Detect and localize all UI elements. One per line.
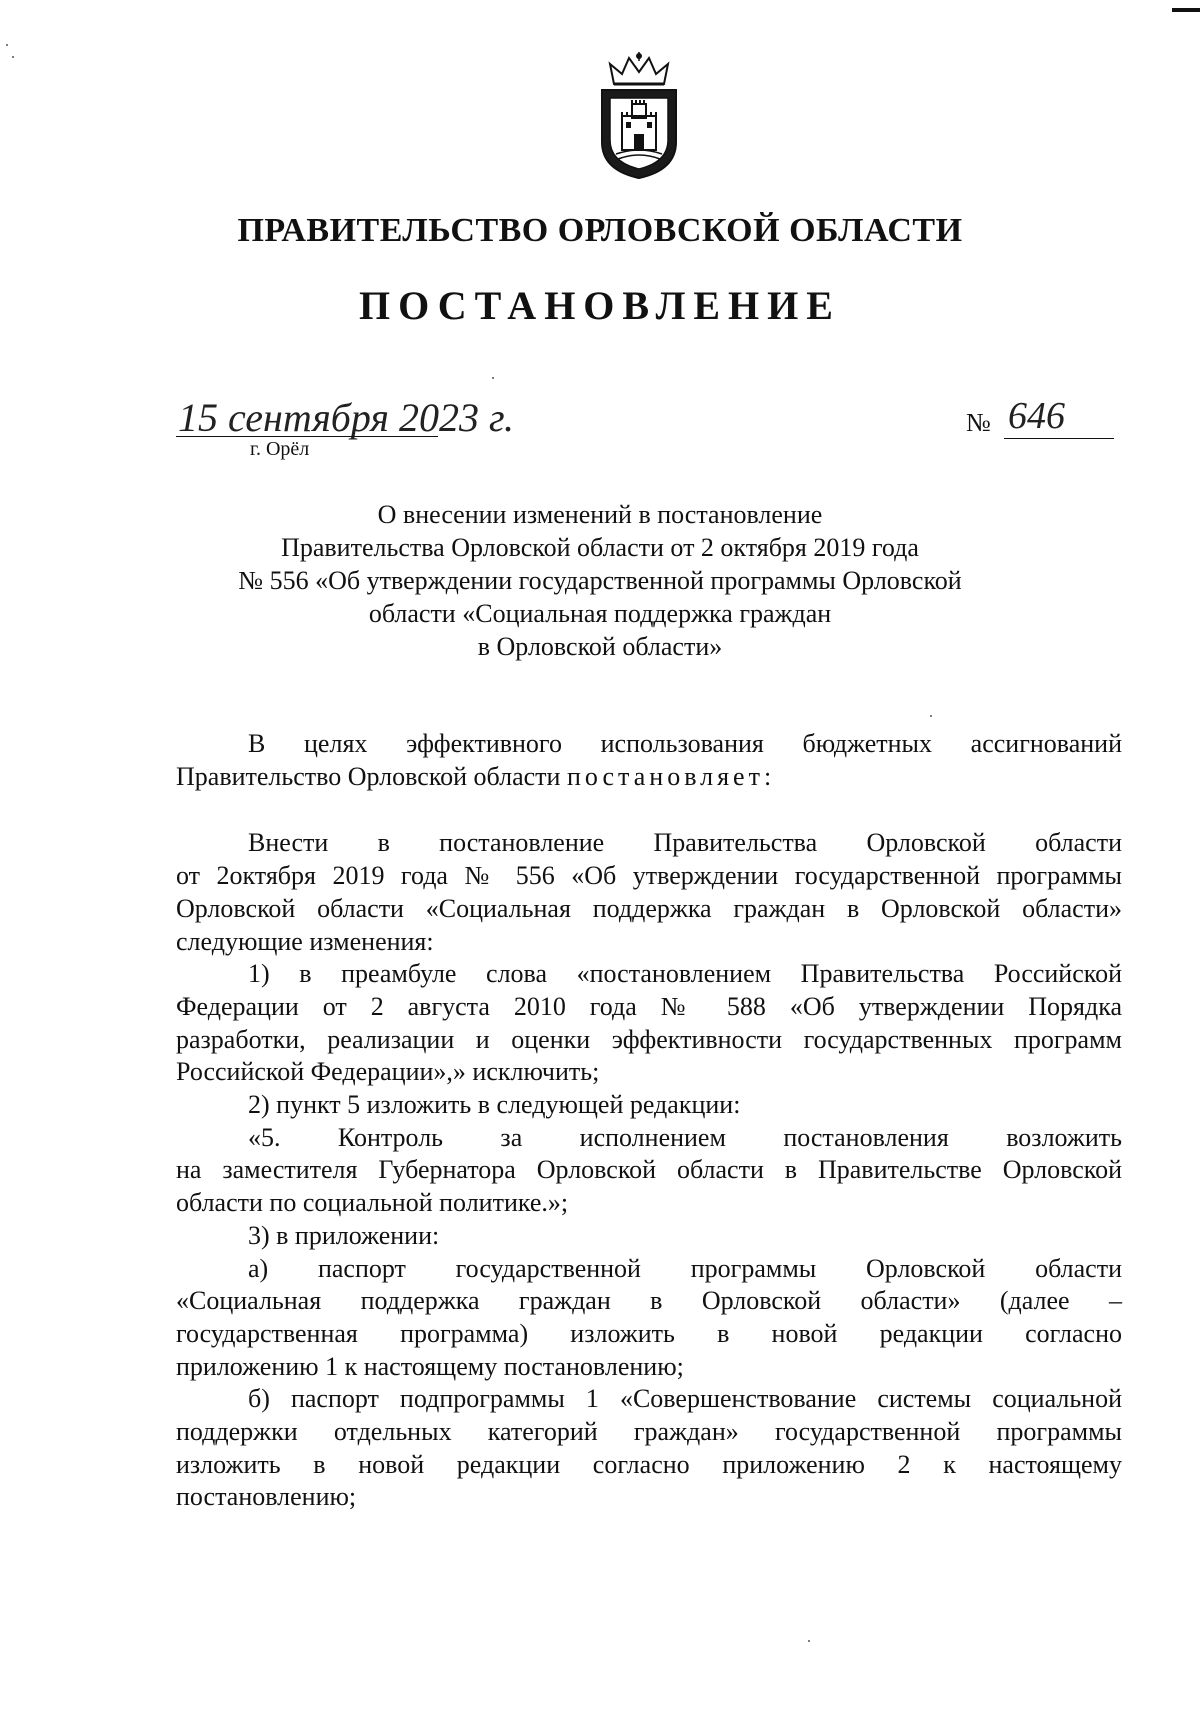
scan-speck bbox=[808, 1640, 810, 1642]
item-1-line: Федерации от 2 августа 2010 года № 588 «Об утверждении Порядка bbox=[176, 991, 1122, 1021]
item-1-line: Российской Федерации»,» исключить; bbox=[176, 1057, 600, 1087]
subject-line: Правительства Орловской области от 2 октября 2019 года bbox=[281, 533, 919, 562]
subject-line: № 556 «Об утверждении государственной программы Орловской bbox=[238, 566, 962, 595]
scan-speck bbox=[930, 715, 932, 717]
item-3a-line: государственная программа) изложить в новой редакции согласно bbox=[176, 1318, 1122, 1348]
handwritten-date: 15 сентября 2023 г. bbox=[178, 395, 515, 440]
scan-speck bbox=[6, 44, 8, 46]
preamble-line bbox=[176, 761, 1122, 794]
date-underline bbox=[176, 436, 438, 437]
subject-line: О внесении изменений в постановление bbox=[377, 500, 823, 529]
item-2-quote-line: на заместителя Губернатора Орловской области в Правительстве Орловской bbox=[176, 1155, 1122, 1185]
document-subject bbox=[150, 498, 1050, 663]
subject-line: области «Социальная поддержка граждан bbox=[368, 599, 832, 628]
item-2-quote-line: области по социальной политике.»; bbox=[176, 1188, 569, 1218]
number-label: № bbox=[966, 408, 991, 437]
item-3a-line: приложению 1 к настоящему постановлению; bbox=[176, 1351, 684, 1381]
handwritten-number: 646 bbox=[1008, 395, 1065, 437]
intro-line: от 2октября 2019 года № 556 «Об утверждении государственной программы bbox=[176, 861, 1122, 891]
intro-line: следующие изменения: bbox=[176, 926, 434, 956]
item-2-line: 2) пункт 5 изложить в следующей редакции: bbox=[248, 1090, 741, 1120]
item-3a-line: а) паспорт государственной программы Орловской области bbox=[248, 1253, 1122, 1283]
item-3b-line: изложить в новой редакции согласно приложению 2 к настоящему bbox=[176, 1449, 1122, 1479]
organization-title: ПРАВИТЕЛЬСТВО ОРЛОВСКОЙ ОБЛАСТИ bbox=[237, 212, 963, 249]
number-underline bbox=[1004, 438, 1114, 439]
item-3b-line: поддержки отдельных категорий граждан» государственной программы bbox=[176, 1417, 1122, 1447]
item-2-quote-line: «5. Контроль за исполнением постановления возложить bbox=[248, 1122, 1122, 1152]
intro-line: Орловской области «Социальная поддержка граждан в Орловской области» bbox=[176, 893, 1122, 923]
item-1-line: разработки, реализации и оценки эффективности государственных программ bbox=[176, 1024, 1122, 1054]
scan-mark bbox=[1172, 8, 1200, 12]
resolves-word: постановляет: bbox=[566, 761, 776, 791]
spacer bbox=[176, 793, 1122, 827]
document-type-title: ПОСТАНОВЛЕНИЕ bbox=[359, 283, 841, 328]
item-3a-line: «Социальная поддержка граждан в Орловской области» (далее – bbox=[176, 1286, 1122, 1316]
subject-line: в Орловской области» bbox=[477, 632, 723, 661]
preamble-text: Правительство Орловской области bbox=[176, 761, 567, 791]
coat-of-arms-emblem bbox=[596, 50, 682, 180]
preamble-line: В целях эффективного использования бюджетных ассигнований bbox=[248, 729, 1122, 758]
item-3b-line: б) паспорт подпрограммы 1 «Совершенствование системы социальной bbox=[248, 1384, 1122, 1414]
intro-line: Внести в постановление Правительства Орловской области bbox=[248, 828, 1122, 858]
item-3b-line: постановлению; bbox=[176, 1482, 357, 1512]
place-of-issue: г. Орёл bbox=[250, 438, 310, 460]
document-body bbox=[176, 728, 1122, 1514]
scan-speck bbox=[12, 56, 14, 58]
scan-speck bbox=[492, 377, 494, 379]
item-1-line: 1) в преамбуле слова «постановлением Правительства Российской bbox=[248, 959, 1122, 989]
item-3-line: 3) в приложении: bbox=[248, 1220, 440, 1250]
